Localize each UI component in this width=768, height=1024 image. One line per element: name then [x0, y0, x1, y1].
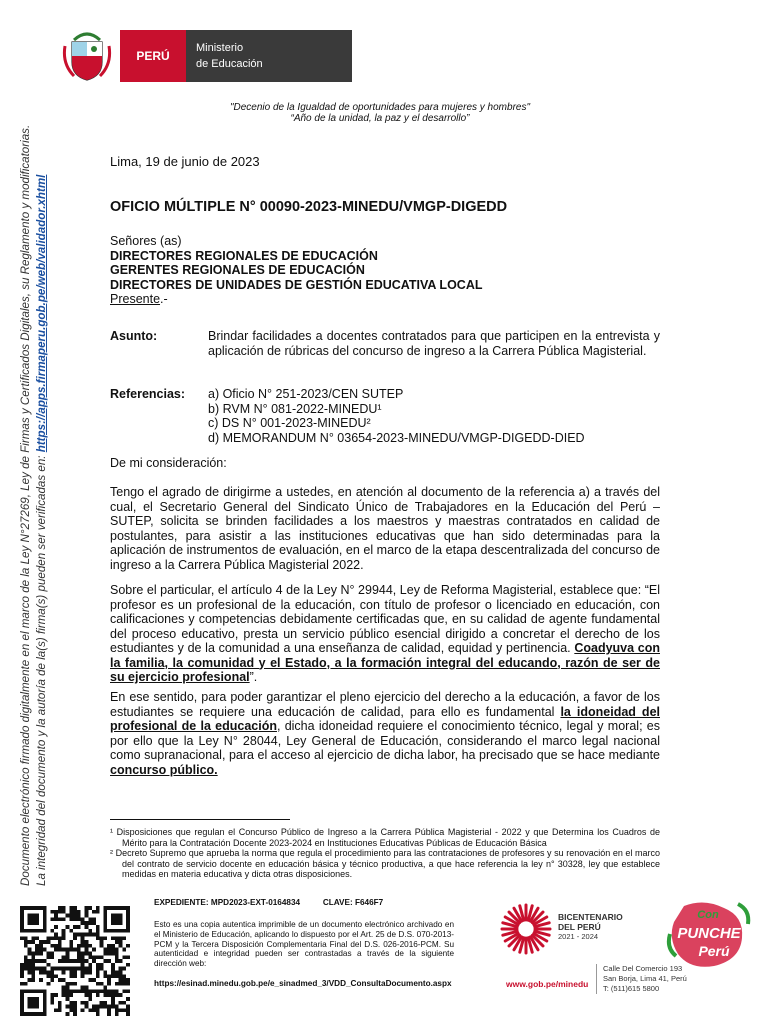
address-line1: Calle Del Comercio 193: [603, 964, 683, 973]
reference-a: a) Oficio N° 251-2023/CEN SUTEP: [208, 387, 404, 401]
coat-of-arms-icon: [62, 24, 112, 84]
paragraph-2-emphasis: Coadyuva con la familia, la comunidad y el Estado, a la formación integral del educando, razón de ser de su ejercicio profesional: [110, 641, 660, 684]
address-line2: San Borja, Lima 41, Perú: [603, 974, 687, 983]
motto-line2: “Año de la unidad, la paz y el desarrollo”: [290, 113, 470, 124]
presente-suffix: .-: [160, 292, 168, 306]
authenticity-notice: Esto es una copia autentica imprimible de un documento electrónico archivado en el Ministerio de Educación, aplicando lo dispuesto por el Art. 25 de D.S. 070-2013-PCM y la Tercera Disposición Complementaria Final del D.S. 026-2016-PCM. Su autenticidad e integridad pueden ser contrastadas a través de la siguiente dirección web:: [154, 920, 454, 969]
signature-notice-line1: Documento electrónico firmado digitalmente en el marco de la Ley N°27269, Ley de Firmas y Certificados Digitales, su Reglamento y modificatorias.: [19, 124, 32, 886]
ministry-brand-box: [186, 30, 352, 82]
verification-url[interactable]: https://esinad.minedu.gob.pe/e_sinadmed_3/VDD_ConsultaDocumento.aspx: [154, 979, 452, 988]
footnote-divider: [110, 819, 290, 820]
references-list: [208, 387, 585, 445]
paragraph-2-text: Sobre el particular, el artículo 4 de la Ley N° 29944, Ley de Reforma Magisterial, establece que: “El profesor es un profesional de la educación, con título de profesor o licenciado en educación, con calificaciones y competencias debidamente certificadas que, en su calidad de agente fundamental del proceso educativo, presta un servicio público esencial dirigido a concretar el derecho de los estudiantes y de la comunidad a una enseñanza de calidad, equidad y pertinencia.: [110, 583, 660, 655]
bicentenario-line2: DEL PERÚ: [558, 921, 601, 932]
paragraph-3-emphasis-2: concurso público.: [110, 762, 218, 777]
footnote-2: ² Decreto Supremo que aprueba la norma que regula el procedimiento para las contrataciones de profesores y su renovación en el marco del contrato de servicio docente en educación básica y técnico productiva, a que hace referencia la ley n° 30328, ley que establece medidas en materia educativa y dicta otras disposiciones.: [110, 848, 660, 880]
country-label: PERÚ: [136, 49, 170, 63]
expediente-code: EXPEDIENTE: MPD2023-EXT-0164834 CLAVE: F646F7: [154, 898, 384, 907]
signature-notice-line2: [34, 96, 50, 886]
asunto-label: Asunto:: [110, 329, 158, 343]
reference-b: b) RVM N° 081-2022-MINEDU¹: [208, 401, 382, 416]
punche-main: PUNCHE: [677, 925, 741, 942]
validator-link[interactable]: https://apps.firmaperu.gob.pe/web/validador.xhtml: [35, 174, 48, 453]
paragraph-3-text: En ese sentido, para poder garantizar el pleno ejercicio del derecho a la educación, a favor de los estudiantes se requiere una educación de calidad, para ello es fundamental: [110, 690, 660, 719]
gob-pe-link[interactable]: www.gob.pe/minedu: [506, 979, 589, 989]
presente-line: [110, 292, 482, 307]
digital-signature-notice: [18, 96, 52, 886]
addressee-3: DIRECTORES DE UNIDADES DE GESTIÓN EDUCATIVA LOCAL: [110, 277, 483, 292]
addressees: [110, 234, 482, 307]
presente: Presente: [110, 292, 161, 306]
ministry-address: [596, 964, 763, 994]
con-punche-peru-logo-icon: [664, 898, 754, 970]
bicentenario-line1: BICENTENARIO: [558, 912, 623, 922]
ministry-line1: Ministerio: [196, 42, 244, 54]
motto-line1: "Decenio de la Igualdad de oportunidades para mujeres y hombres": [229, 102, 531, 113]
qr-code-icon: [20, 906, 130, 1016]
reference-d: d) MEMORANDUM N° 03654-2023-MINEDU/VMGP-DIGEDD-DIED: [208, 430, 585, 445]
paragraph-2: [110, 583, 660, 685]
peru-brand-box: [120, 30, 186, 82]
punche-peru: Perú: [698, 943, 730, 959]
bicentenario-text: [558, 913, 623, 942]
paragraph-2-close: ”.: [249, 670, 258, 684]
bicentenario-logo-icon: [500, 903, 552, 955]
paragraph-3-emphasis: la idoneidad del profesional de la educación: [110, 704, 660, 733]
address-phone: T: (511)615 5800: [603, 984, 660, 993]
addressee-2: GERENTES REGIONALES DE EDUCACIÓN: [110, 263, 365, 277]
paragraph-3-text-2: , dicha idoneidad requiere el conocimiento técnico, legal y moral; es por ello que la Ley N° 28044, Ley General de Educación, considerando el marco legal nacional como supranacional, para el acceso al ejercicio de dicha labor, ha precisado que se hace mediante: [110, 719, 660, 762]
consideracion: De mi consideración:: [110, 456, 227, 470]
paragraph-3: [110, 690, 660, 777]
reference-c: c) DS N° 001-2023-MINEDU²: [208, 416, 371, 430]
asunto-text: Brindar facilidades a docentes contratados para que participen en la entrevista y aplicación de rúbricas del concurso de ingreso a la Carrera Pública Magisterial.: [208, 329, 660, 358]
punche-con: Con: [697, 909, 719, 921]
bicentenario-line3: 2021 - 2024: [558, 932, 599, 941]
addressee-1: DIRECTORES REGIONALES DE EDUCACIÓN: [110, 248, 378, 263]
referencias-label: Referencias:: [110, 387, 186, 401]
signature-notice-prefix: La integridad del documento y la autoría de la(s) firma(s) pueden ser verificadas en:: [35, 455, 48, 886]
footnotes: [110, 827, 660, 880]
salutation: Señores (as): [110, 234, 182, 248]
letter-title: OFICIO MÚLTIPLE N° 00090-2023-MINEDU/VMGP-DIGEDD: [110, 199, 508, 215]
ministry-line2: de Educación: [196, 58, 263, 70]
mottos: [100, 102, 660, 124]
letter-date: Lima, 19 de junio de 2023: [110, 154, 260, 169]
paragraph-1: Tengo el agrado de dirigirme a ustedes, en atención al documento de la referencia a) a través del cual, el Secretario General del Sindicato Único de Trabajadores en la Educación del Perú – SUTEP, solicita se brinden facilidades a los maestros y maestras contratados en calidad de postulantes, para asistir a las instituciones educativas que han sido determinadas para la aplicación de instrumentos de evaluación, en el marco de la etapa descentralizada del concurso de ingreso a la Carrera Pública Magisterial 2022.: [110, 485, 660, 572]
footnote-1: ¹ Disposiciones que regulan el Concurso Público de Ingreso a la Carrera Pública Magisterial - 2022 y que Determina los Cuadros de Mérito para la Contratación Docente 2023-2024 en Instituciones Educativas Públicas de Educación Básica: [110, 827, 660, 848]
